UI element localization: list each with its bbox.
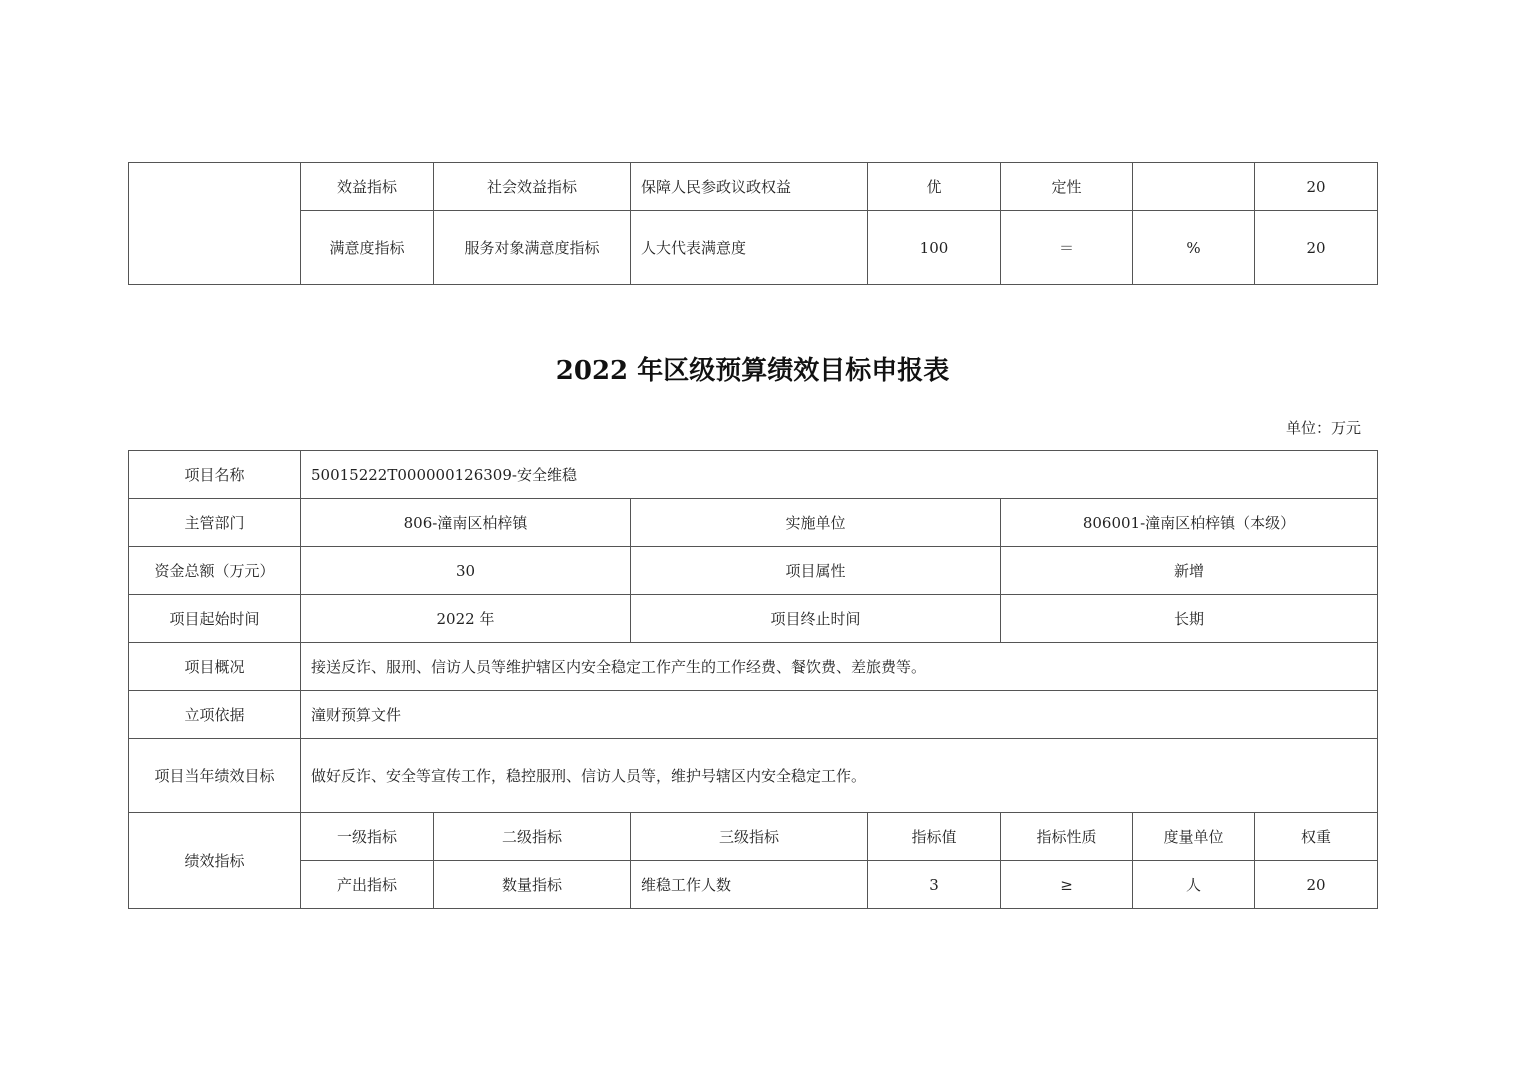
empty-cell [129,163,301,285]
perf-header-level1: 一级指标 [301,813,434,861]
perf-header-unit: 度量单位 [1133,813,1255,861]
overview-label: 项目概况 [129,643,301,691]
perf-header-nature: 指标性质 [1001,813,1133,861]
measure-unit: % [1133,211,1255,285]
table-row [129,861,1378,909]
budget-form-table [128,450,1378,909]
impl-value: 806001-潼南区柏梓镇（本级） [1001,499,1378,547]
fund-label: 资金总额（万元） [129,547,301,595]
perf-label: 绩效指标 [129,813,301,909]
indicator-nature: ＝ [1001,211,1133,285]
level3-indicator: 人大代表满意度 [631,211,868,285]
basis-value: 潼财预算文件 [301,691,1378,739]
weight: 20 [1255,163,1378,211]
level1-indicator: 满意度指标 [301,211,434,285]
page-title: 2022 年区级预算绩效目标申报表 [555,356,950,386]
table-row [129,211,1378,285]
perf-header-weight: 权重 [1255,813,1378,861]
weight: 20 [1255,211,1378,285]
level2-indicator: 社会效益指标 [434,163,631,211]
goal-value: 做好反诈、安全等宣传工作，稳控服刑、信访人员等，维护号辖区内安全稳定工作。 [301,739,1378,813]
level2-indicator: 服务对象满意度指标 [434,211,631,285]
start-value: 2022 年 [301,595,631,643]
attr-value: 新增 [1001,547,1378,595]
project-name-label: 项目名称 [129,451,301,499]
indicator-value: 优 [868,163,1001,211]
goal-label: 项目当年绩效目标 [129,739,301,813]
table-row [129,813,1378,861]
table-row [129,451,1378,499]
measure-unit [1133,163,1255,211]
table-row [129,595,1378,643]
level1-indicator: 产出指标 [301,861,434,909]
weight: 20 [1255,861,1378,909]
fund-value: 30 [301,547,631,595]
unit-label: 单位：万元 [1286,419,1362,437]
impl-label: 实施单位 [631,499,1001,547]
continued-indicator-table [128,162,1378,285]
perf-header-level2: 二级指标 [434,813,631,861]
indicator-value: 100 [868,211,1001,285]
end-value: 长期 [1001,595,1378,643]
attr-label: 项目属性 [631,547,1001,595]
level2-indicator: 数量指标 [434,861,631,909]
indicator-value: 3 [868,861,1001,909]
start-label: 项目起始时间 [129,595,301,643]
end-label: 项目终止时间 [631,595,1001,643]
perf-header-value: 指标值 [868,813,1001,861]
project-name-value: 50015222T000000126309-安全维稳 [301,451,1378,499]
table-row [129,163,1378,211]
table-row [129,643,1378,691]
overview-value: 接送反诈、服刑、信访人员等维护辖区内安全稳定工作产生的工作经费、餐饮费、差旅费等。 [301,643,1378,691]
level3-indicator: 保障人民参政议政权益 [631,163,868,211]
table-row [129,547,1378,595]
table-row [129,739,1378,813]
perf-header-level3: 三级指标 [631,813,868,861]
dept-value: 806-潼南区柏梓镇 [301,499,631,547]
indicator-nature: ≥ [1001,861,1133,909]
level3-indicator: 维稳工作人数 [631,861,868,909]
indicator-nature: 定性 [1001,163,1133,211]
table-row [129,499,1378,547]
level1-indicator: 效益指标 [301,163,434,211]
table-row [129,691,1378,739]
dept-label: 主管部门 [129,499,301,547]
basis-label: 立项依据 [129,691,301,739]
measure-unit: 人 [1133,861,1255,909]
